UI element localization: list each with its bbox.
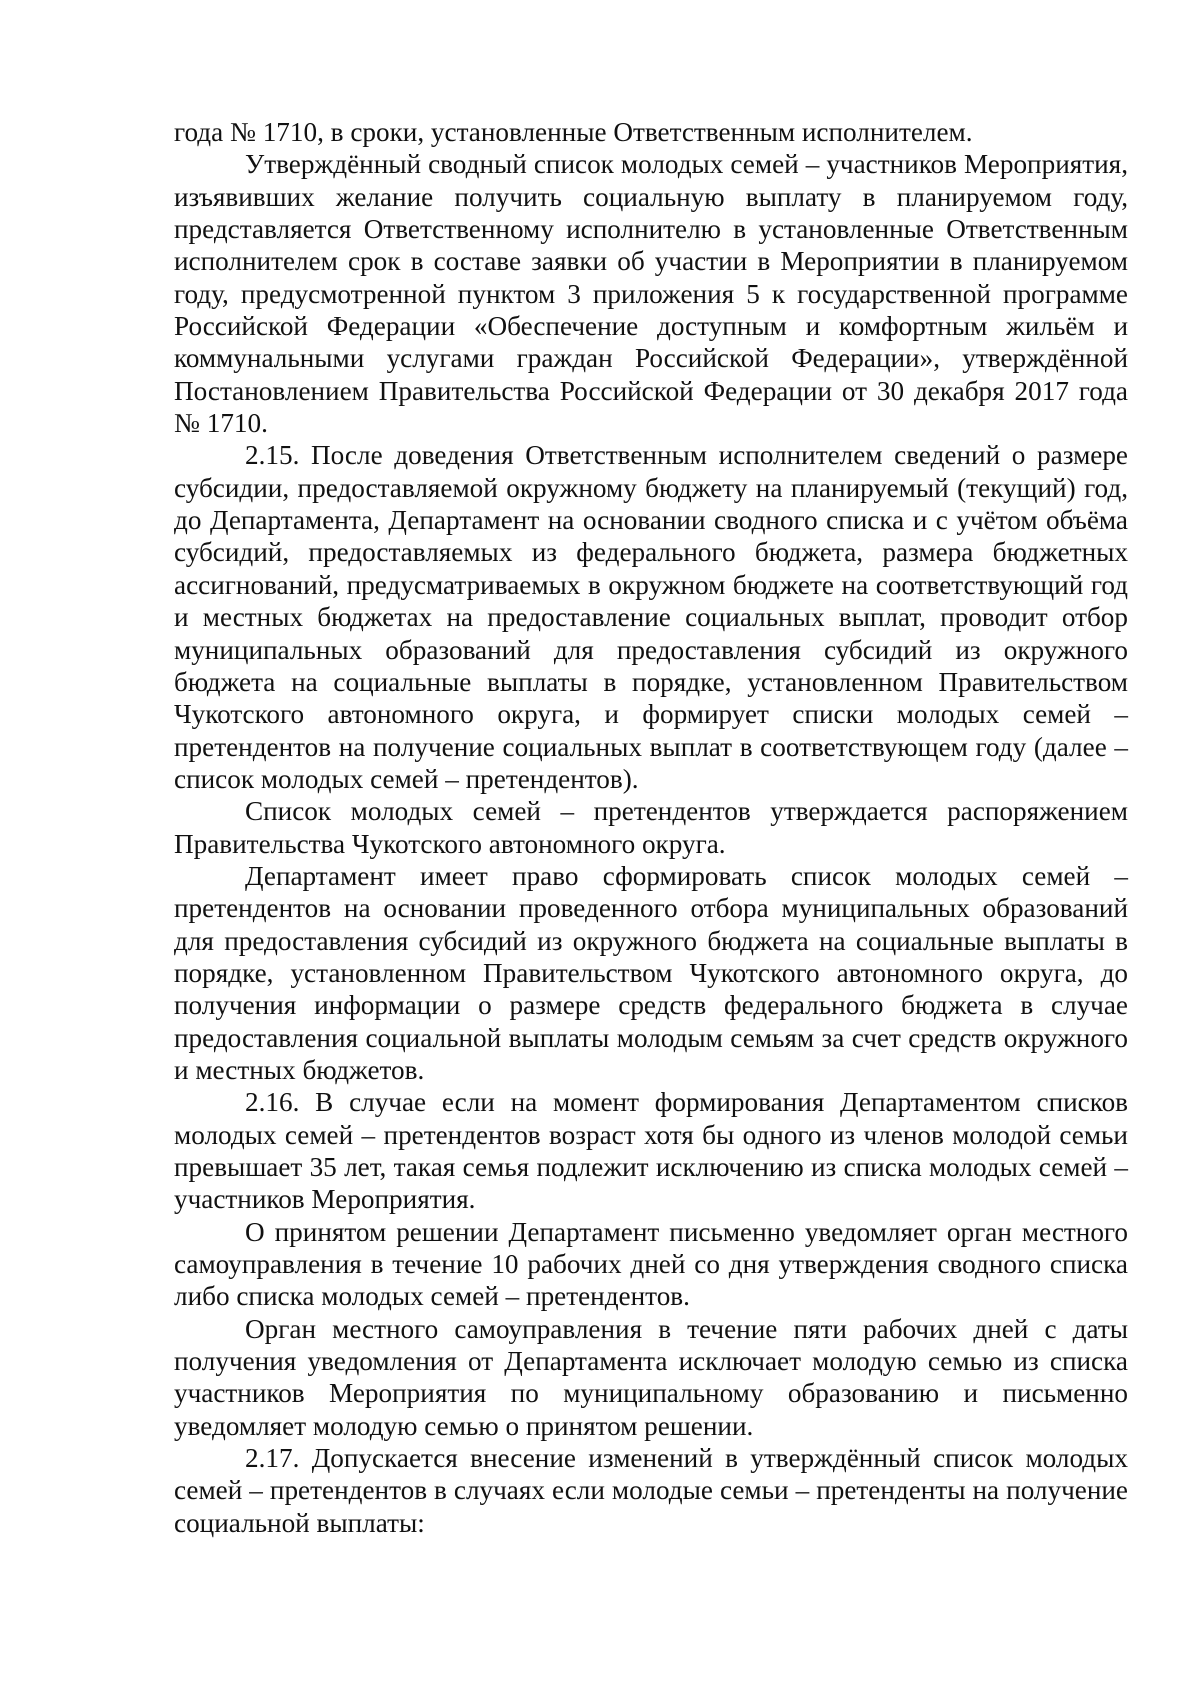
paragraph-continuation: года № 1710, в сроки, установленные Ответственным исполнителем. <box>174 117 973 147</box>
paragraph-clause-2-17: 2.17. Допускается внесение изменений в утверждённый список молодых семей – претендентов в случаях если молодые семьи – претенденты на получение социальной выплаты: <box>174 1443 1128 1538</box>
paragraph-decision-notice: О принятом решении Департамент письменно уведомляет орган местного самоуправления в течение 10 рабочих дней со дня утверждения сводного списка либо списка молодых семей – претендентов. <box>174 1216 1128 1312</box>
paragraph-clause-2-16: 2.16. В случае если на момент формирования Департаментом списков молодых семей – претендентов возраст хотя бы одного из членов молодой семьи превышает 35 лет, такая семья подлежит исключению из списка молодых семей – участников Мероприятия. <box>174 1087 1128 1215</box>
paragraph-clause-2-15: 2.15. После доведения Ответственным исполнителем сведений о размере субсидии, предоставляемой окружному бюджету на планируемый (текущий) год, до Департамента, Департамент на основании сводного списка и с учётом объёма субсидий, предоставляемых из федерального бюджета, размера бюджетных ассигнований, предусматриваемых в окружном бюджете на соответствующий год и местных бюджетах на предоставление социальных выплат, проводит отбор муниципальных образований для предоставления субсидий из окружного бюджета на социальные выплаты в порядке, установленном Правительством Чукотского автономного округа, и формирует списки молодых семей – претендентов на получение социальных выплат в соответствующем году (далее – список молодых семей – претендентов). <box>174 440 1128 794</box>
paragraph-local-government-exclusion: Орган местного самоуправления в течение пяти рабочих дней с даты получения уведомления от Департамента исключает молодую семью из списка участников Мероприятия по муниципальному образованию и письменно уведомляет молодую семью о принятом решении. <box>174 1313 1128 1441</box>
paragraph-applicants-list-approval: Список молодых семей – претендентов утверждается распоряжением Правительства Чукотского автономного округа. <box>174 796 1128 859</box>
paragraph-department-right: Департамент имеет право сформировать список молодых семей – претендентов на основании проведенного отбора муниципальных образований для предоставления субсидий из окружного бюджета на социальные выплаты в порядке, установленном Правительством Чукотского автономного округа, до получения информации о размере средств федерального бюджета в случае предоставления социальной выплаты молодым семьям за счет средств окружного и местных бюджетов. <box>174 860 1128 1085</box>
paragraph-approved-summary-list: Утверждённый сводный список молодых семей – участников Мероприятия, изъявивших желание получить социальную выплату в планируемом году, представляется Ответственному исполнителю в установленные Ответственным исполнителем срок в составе заявки об участии в Мероприятии в планируемом году, предусмотренной пунктом 3 приложения 5 к государственной программе Российской Федерации «Обеспечение доступным и комфортным жильём и коммунальными услугами граждан Российской Федерации», утверждённой Постановлением Правительства Российской Федерации от 30 декабря 2017 года № 1710. <box>174 149 1128 439</box>
document-body <box>174 116 1128 1539</box>
